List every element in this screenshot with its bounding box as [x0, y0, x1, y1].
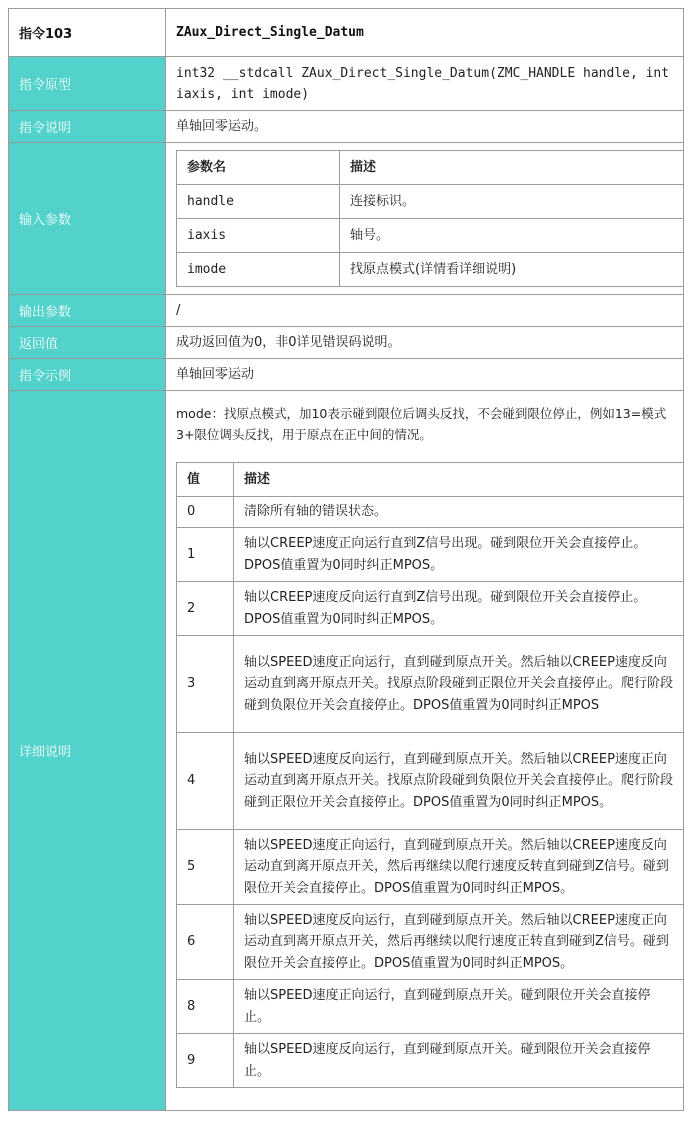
mode-row: [177, 497, 684, 528]
mode-row: [177, 980, 684, 1034]
mode-value: 3: [177, 636, 234, 733]
mode-desc: 轴以SPEED速度反向运行，直到碰到原点开关。然后轴以CREEP速度正向运动直到离开原点开关。找原点阶段碰到负限位开关会直接停止。爬行阶段碰到正限位开关会直接停止。DPOS值重置为0同时纠正MPOS。: [234, 733, 684, 830]
command-number: 指令103: [9, 9, 166, 57]
mode-value: 9: [177, 1034, 234, 1088]
mode-value: 0: [177, 497, 234, 528]
param-desc: 连接标识。: [340, 185, 684, 219]
prototype-row: [9, 57, 684, 111]
mode-row: [177, 528, 684, 582]
param-name: imode: [177, 253, 340, 287]
mode-value: 2: [177, 582, 234, 636]
input-label: 输入参数: [9, 143, 166, 295]
mode-desc: 轴以SPEED速度正向运行，直到碰到原点开关。然后轴以CREEP速度反向运动直到离开原点开关，然后再继续以爬行速度反转直到碰到Z信号。碰到限位开关会直接停止。DPOS值重置为0同时纠正MPOS。: [234, 830, 684, 905]
mode-value-header: 值: [177, 463, 234, 497]
mode-row: [177, 905, 684, 980]
mode-row: [177, 1034, 684, 1088]
return-row: [9, 327, 684, 359]
mode-row: [177, 582, 684, 636]
detail-row: [9, 391, 684, 1111]
input-params-header: [177, 151, 684, 185]
mode-desc: 清除所有轴的错误状态。: [234, 497, 684, 528]
param-name: iaxis: [177, 219, 340, 253]
param-name: handle: [177, 185, 340, 219]
detail-cell: [166, 391, 684, 1111]
input-params-table: [176, 150, 684, 287]
example-row: [9, 359, 684, 391]
mode-value: 4: [177, 733, 234, 830]
mode-value: 8: [177, 980, 234, 1034]
prototype-label: 指令原型: [9, 57, 166, 111]
mode-desc: 轴以SPEED速度正向运行，直到碰到原点开关。然后轴以CREEP速度反向运动直到离开原点开关。找原点阶段碰到正限位开关会直接停止。爬行阶段碰到负限位开关会直接停止。DPOS值重置为0同时纠正MPOS: [234, 636, 684, 733]
command-name: ZAux_Direct_Single_Datum: [166, 9, 684, 57]
mode-desc: 轴以SPEED速度反向运行，直到碰到原点开关。碰到限位开关会直接停止。: [234, 1034, 684, 1088]
param-row: [177, 219, 684, 253]
mode-table-header: [177, 463, 684, 497]
mode-row: [177, 733, 684, 830]
mode-desc: 轴以SPEED速度反向运行，直到碰到原点开关。然后轴以CREEP速度正向运动直到离开原点开关，然后再继续以爬行速度正转直到碰到Z信号。碰到限位开关会直接停止。DPOS值重置为0同时纠正MPOS。: [234, 905, 684, 980]
mode-table: [176, 462, 684, 1088]
mode-value: 6: [177, 905, 234, 980]
output-value: /: [166, 295, 684, 327]
description-label: 指令说明: [9, 111, 166, 143]
mode-desc: 轴以CREEP速度正向运行直到Z信号出现。碰到限位开关会直接停止。DPOS值重置为0同时纠正MPOS。: [234, 528, 684, 582]
param-name-header: 参数名: [177, 151, 340, 185]
param-desc-header: 描述: [340, 151, 684, 185]
param-desc: 轴号。: [340, 219, 684, 253]
example-label: 指令示例: [9, 359, 166, 391]
description-value: 单轴回零运动。: [166, 111, 684, 143]
return-value: 成功返回值为0，非0详见错误码说明。: [166, 327, 684, 359]
mode-desc-header: 描述: [234, 463, 684, 497]
output-row: [9, 295, 684, 327]
command-doc: [8, 8, 684, 1111]
return-label: 返回值: [9, 327, 166, 359]
example-value: 单轴回零运动: [166, 359, 684, 391]
mode-intro: mode：找原点模式，加10表示碰到限位后调头反找，不会碰到限位停止，例如13=模式3+限位调头反找，用于原点在正中间的情况。: [176, 406, 667, 442]
mode-desc: 轴以SPEED速度正向运行，直到碰到原点开关。碰到限位开关会直接停止。: [234, 980, 684, 1034]
param-row: [177, 253, 684, 287]
mode-row: [177, 636, 684, 733]
prototype-value: int32 __stdcall ZAux_Direct_Single_Datum(ZMC_HANDLE handle, int iaxis, int imode): [166, 57, 684, 111]
description-row: [9, 111, 684, 143]
mode-desc: 轴以CREEP速度反向运行直到Z信号出现。碰到限位开关会直接停止。DPOS值重置为0同时纠正MPOS。: [234, 582, 684, 636]
mode-value: 5: [177, 830, 234, 905]
mode-row: [177, 830, 684, 905]
param-row: [177, 185, 684, 219]
header-row: [9, 9, 684, 57]
input-params-cell: [166, 143, 684, 295]
command-table: [8, 8, 684, 1111]
detail-label: 详细说明: [9, 391, 166, 1111]
param-desc: 找原点模式(详情看详细说明): [340, 253, 684, 287]
input-row: [9, 143, 684, 295]
mode-value: 1: [177, 528, 234, 582]
output-label: 输出参数: [9, 295, 166, 327]
